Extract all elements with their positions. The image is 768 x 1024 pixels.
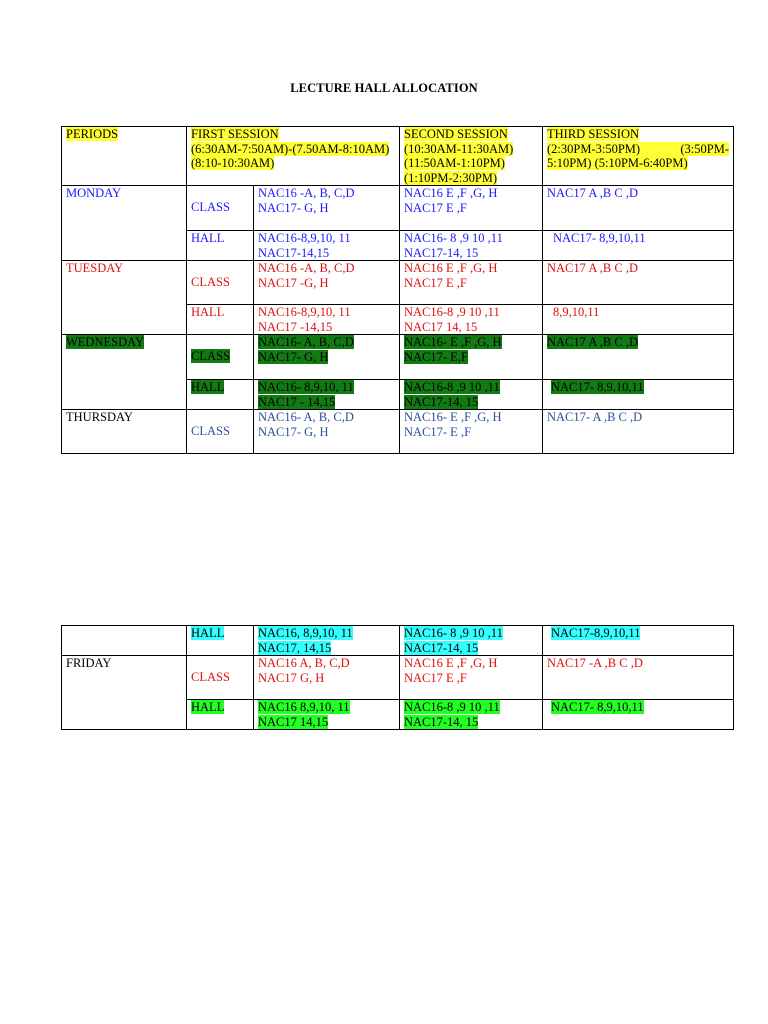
cell-text: (8:10-10:30AM) xyxy=(191,156,275,170)
cell-text: WEDNESDAY xyxy=(66,335,145,349)
cell-text: NAC17-14, 15 xyxy=(404,714,479,729)
cell-line xyxy=(191,127,395,142)
second-session-header xyxy=(400,127,543,186)
cell-text: NAC17- 8,9,10,11 xyxy=(553,231,646,245)
cell-line xyxy=(404,171,538,186)
cell-text: NAC16-8,9,10, 11 xyxy=(258,305,351,319)
cell-text: NAC16-8 ,9 10 ,11 xyxy=(404,305,500,319)
cell-line xyxy=(258,395,395,410)
tuesday-class-label xyxy=(187,261,254,305)
thursday-hall-day-empty xyxy=(62,626,187,656)
cell-line xyxy=(404,700,538,715)
cell-line xyxy=(404,395,538,410)
first-session-header xyxy=(187,127,400,186)
friday-class-first xyxy=(254,656,400,700)
wednesday-class-second xyxy=(400,335,543,380)
monday-hall-first xyxy=(254,231,400,261)
thursday-hall-second xyxy=(400,626,543,656)
cell-text: NAC17- G, H xyxy=(258,200,329,215)
cell-line xyxy=(258,380,395,395)
thursday-class-third xyxy=(543,410,734,454)
tuesday-class-third xyxy=(543,261,734,305)
cell-text: FRIDAY xyxy=(66,656,112,670)
tuesday-hall-first xyxy=(254,305,400,335)
cell-text: NAC16- 8 ,9 10 ,11 xyxy=(404,626,503,640)
cell-line xyxy=(258,350,395,365)
wednesday-hall-label xyxy=(187,380,254,410)
tuesday-class-second xyxy=(400,261,543,305)
cell-line xyxy=(258,626,395,641)
monday-hall-label xyxy=(187,231,254,261)
cell-text: NAC17 A ,B C ,D xyxy=(547,186,638,200)
cell-text: NAC16-8 ,9 10 ,11 xyxy=(404,380,500,394)
cell-text: NAC17- G, H xyxy=(258,349,329,364)
cell-text: (10:30AM-11:30AM) xyxy=(404,141,514,156)
cell-text: (11:50AM-1:10PM) xyxy=(404,156,505,170)
cell-line xyxy=(547,700,729,715)
monday-class-label xyxy=(187,186,254,231)
cell-text: NAC16 E ,F ,G, H xyxy=(404,261,498,275)
thursday-class-row xyxy=(62,410,734,454)
cell-text: MONDAY xyxy=(66,186,122,200)
cell-text: NAC17- 8,9,10,11 xyxy=(551,380,644,394)
monday-class-first xyxy=(254,186,400,231)
cell-line xyxy=(191,156,395,171)
cell-line xyxy=(404,156,538,171)
cell-text: NAC17- E,F xyxy=(404,349,468,364)
cell-text: NAC17, 14,15 xyxy=(258,640,332,655)
thursday-hall-row xyxy=(62,626,734,656)
tuesday-hall-label xyxy=(187,305,254,335)
cell-text: NAC17- E ,F xyxy=(404,424,472,439)
allocation-table-continued xyxy=(61,625,734,730)
cell-line xyxy=(404,380,538,395)
cell-line xyxy=(258,641,395,656)
cell-text: NAC17-8,9,10,11 xyxy=(551,626,641,640)
friday-class-row xyxy=(62,656,734,700)
header-row xyxy=(62,127,734,186)
cell-text: NAC17 E ,F xyxy=(404,670,467,685)
cell-line xyxy=(404,142,538,157)
cell-text: THURSDAY xyxy=(66,410,133,424)
cell-text: NAC17-14,15 xyxy=(258,245,330,260)
tuesday-class-first xyxy=(254,261,400,305)
cell-text: HALL xyxy=(191,305,225,319)
cell-text: NAC16- 8,9,10, 11 xyxy=(258,380,354,394)
day-tuesday xyxy=(62,261,187,335)
cell-text: NAC16 A, B, C,D xyxy=(258,656,350,670)
cell-line xyxy=(404,335,538,350)
cell-text: (6:30AM-7:50AM)-(7.50AM-8:10AM) xyxy=(191,141,390,156)
cell-text: TUESDAY xyxy=(66,261,124,275)
cell-line xyxy=(547,626,729,641)
cell-text: PERIODS xyxy=(66,127,119,141)
tuesday-hall-second xyxy=(400,305,543,335)
cell-line xyxy=(258,335,395,350)
cell-text: 8,9,10,11 xyxy=(553,305,600,319)
day-thursday xyxy=(62,410,187,454)
cell-line xyxy=(258,700,395,715)
third-session-header xyxy=(543,127,734,186)
cell-line xyxy=(404,626,538,641)
monday-hall-third xyxy=(543,231,734,261)
cell-text: NAC17- A ,B C ,D xyxy=(547,410,643,424)
day-wednesday xyxy=(62,335,187,410)
cell-text: CLASS xyxy=(191,200,230,214)
friday-hall-label xyxy=(187,700,254,730)
cell-text: HALL xyxy=(191,231,225,245)
cell-text: HALL xyxy=(191,380,225,394)
cell-text: NAC16- E ,F ,G, H xyxy=(404,335,502,349)
cell-text: NAC16 E ,F ,G, H xyxy=(404,656,498,670)
cell-text: NAC17 - 14,15 xyxy=(258,394,336,409)
thursday-hall-third xyxy=(543,626,734,656)
day-monday xyxy=(62,186,187,261)
cell-text: NAC16- 8 ,9 10 ,11 xyxy=(404,231,503,245)
cell-text: CLASS xyxy=(191,275,230,289)
cell-line xyxy=(404,350,538,365)
cell-text: HALL xyxy=(191,626,225,640)
friday-hall-first xyxy=(254,700,400,730)
monday-hall-second xyxy=(400,231,543,261)
cell-text: NAC16 E ,F ,G, H xyxy=(404,186,498,200)
wednesday-hall-second xyxy=(400,380,543,410)
cell-text: NAC17 -G, H xyxy=(258,275,329,290)
cell-text: SECOND SESSION xyxy=(404,127,508,141)
cell-line xyxy=(404,641,538,656)
cell-text: NAC16 -A, B, C,D xyxy=(258,261,355,275)
cell-line xyxy=(404,127,538,142)
friday-hall-third xyxy=(543,700,734,730)
cell-text: NAC17- G, H xyxy=(258,424,329,439)
cell-line xyxy=(547,127,729,142)
cell-text: NAC16- E ,F ,G, H xyxy=(404,410,502,424)
wednesday-class-row xyxy=(62,335,734,380)
wednesday-class-label xyxy=(187,335,254,380)
cell-line xyxy=(404,715,538,730)
cell-text: NAC17 A ,B C ,D xyxy=(547,261,638,275)
cell-text: HALL xyxy=(191,700,225,714)
cell-line xyxy=(547,380,729,395)
cell-text: NAC16- A, B, C,D xyxy=(258,335,354,349)
cell-text: NAC17 E ,F xyxy=(404,200,467,215)
cell-text: NAC17-14, 15 xyxy=(404,394,479,409)
cell-text: NAC17 -14,15 xyxy=(258,319,333,334)
cell-text: FIRST SESSION xyxy=(191,127,279,141)
cell-text: NAC17 -A ,B C ,D xyxy=(547,656,643,670)
cell-text: THIRD SESSION xyxy=(547,127,640,141)
monday-class-second xyxy=(400,186,543,231)
cell-line xyxy=(191,142,395,157)
thursday-class-first xyxy=(254,410,400,454)
cell-text: NAC17-14, 15 xyxy=(404,245,479,260)
thursday-class-label xyxy=(187,410,254,454)
cell-line xyxy=(547,335,729,350)
cell-line xyxy=(258,715,395,730)
cell-text: NAC16 8,9,10, 11 xyxy=(258,700,350,714)
cell-text: (2:30PM-3:50PM) (3:50PM-5:10PM) (5:10PM-6:40PM) xyxy=(547,141,729,170)
friday-class-third xyxy=(543,656,734,700)
thursday-hall-first xyxy=(254,626,400,656)
cell-text: CLASS xyxy=(191,670,230,684)
cell-text: NAC16-8,9,10, 11 xyxy=(258,231,351,245)
wednesday-class-third xyxy=(543,335,734,380)
cell-text: NAC17 14, 15 xyxy=(404,319,478,334)
cell-text: NAC17 E ,F xyxy=(404,275,467,290)
cell-text: NAC17 A ,B C ,D xyxy=(547,335,638,349)
wednesday-hall-third xyxy=(543,380,734,410)
page-title: LECTURE HALL ALLOCATION xyxy=(290,81,478,95)
cell-text: NAC17-14, 15 xyxy=(404,640,479,655)
cell-text: NAC16-8 ,9 10 ,11 xyxy=(404,700,500,714)
cell-text: (1:10PM-2:30PM) xyxy=(404,170,498,185)
cell-text: NAC17- 8,9,10,11 xyxy=(551,700,644,714)
friday-class-label xyxy=(187,656,254,700)
cell-text: CLASS xyxy=(191,349,230,363)
tuesday-hall-third xyxy=(543,305,734,335)
wednesday-hall-first xyxy=(254,380,400,410)
cell-text: NAC16, 8,9,10, 11 xyxy=(258,626,353,640)
cell-text: NAC16- A, B, C,D xyxy=(258,410,354,424)
cell-text: NAC16 -A, B, C,D xyxy=(258,186,355,200)
cell-text: CLASS xyxy=(191,424,230,438)
friday-class-second xyxy=(400,656,543,700)
monday-class-row xyxy=(62,186,734,231)
monday-class-third xyxy=(543,186,734,231)
tuesday-class-row xyxy=(62,261,734,305)
thursday-class-second xyxy=(400,410,543,454)
cell-text: NAC17 G, H xyxy=(258,670,325,685)
day-friday xyxy=(62,656,187,730)
thursday-hall-label xyxy=(187,626,254,656)
cell-text: NAC17 14,15 xyxy=(258,714,329,729)
friday-hall-second xyxy=(400,700,543,730)
wednesday-class-first xyxy=(254,335,400,380)
periods-header xyxy=(62,127,187,186)
allocation-table-main xyxy=(61,126,734,454)
